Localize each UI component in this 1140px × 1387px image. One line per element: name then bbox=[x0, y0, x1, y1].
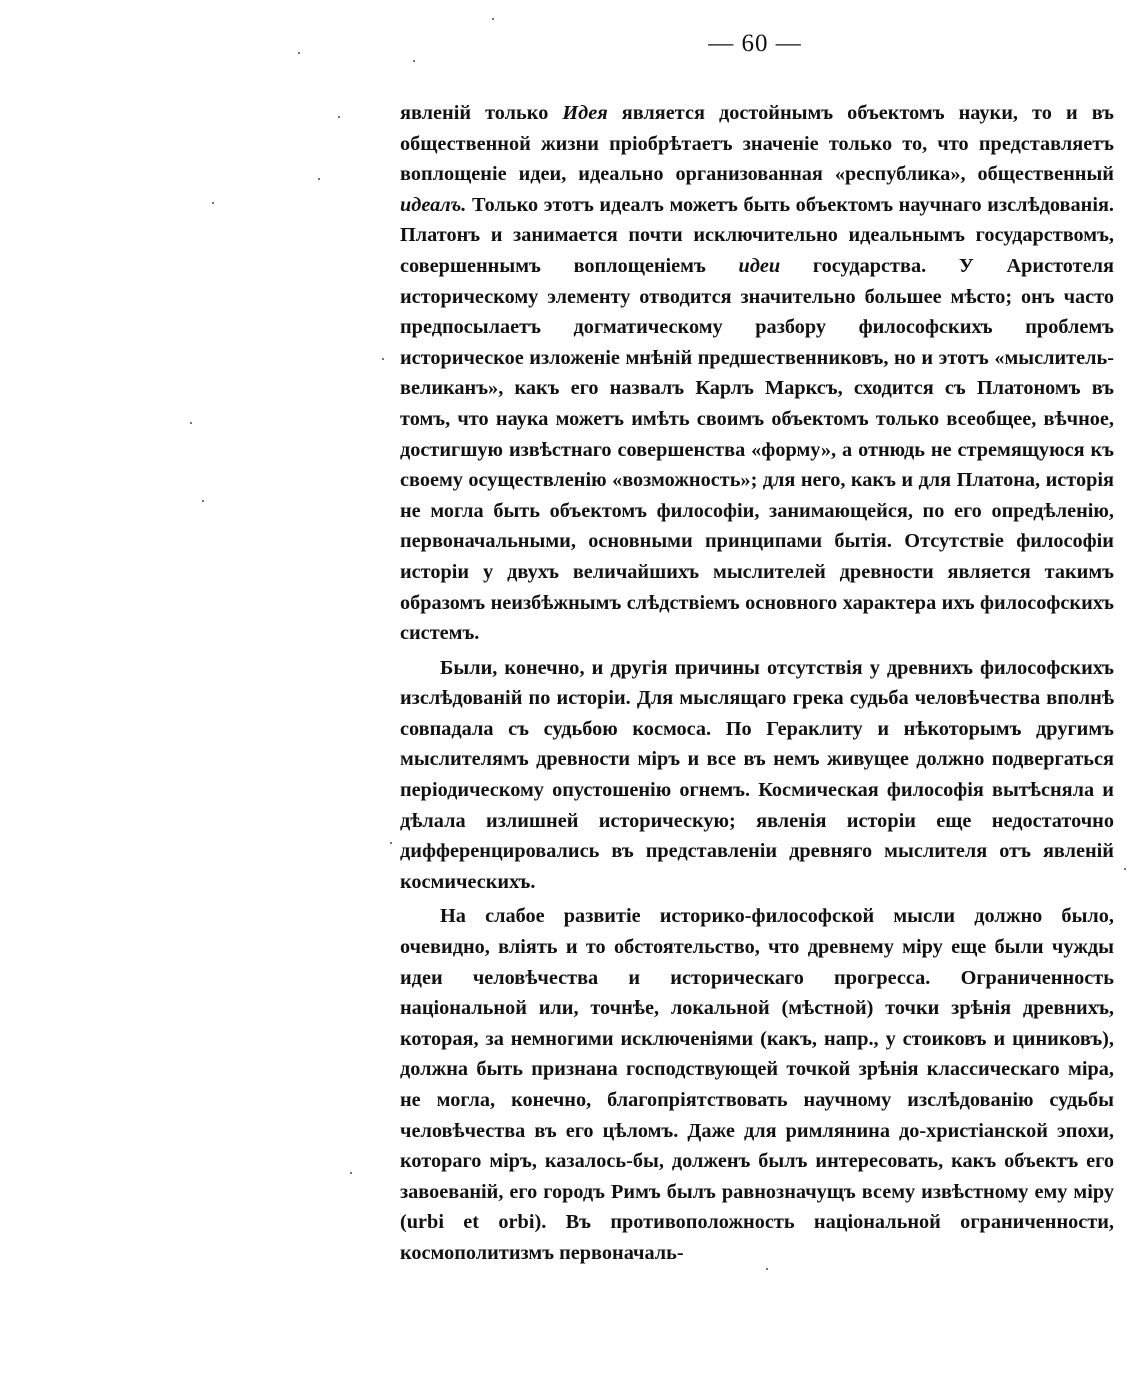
scan-speck bbox=[766, 1268, 768, 1270]
scan-speck bbox=[413, 60, 415, 62]
paragraph-3: На слабое развитіе историко-философской мысли должно было, очевидно, вліять и то обстоятельство, что древнему міру еще были чужды идеи человѣчества и историческаго прогресса. Ограниченность національной или, точнѣе, локальной (мѣстной) точки зрѣнія древнихъ, которая, за немногими исключеніями (какъ, напр., у стоиковъ и циниковъ), должна быть признана господствующей точкой зрѣнія классическаго міра, не могла, конечно, благопріятствовать научному изслѣдованію судьбы человѣчества въ его цѣломъ. Даже для римлянина до-христіанской эпохи, котораго міръ, казалось-бы, долженъ былъ интересовать, какъ объектъ его завоеваній, его городъ Римъ былъ равнозначущъ всему извѣстному ему міру (urbi et orbi). Въ противоположность національной ограниченности, космополитизмъ первоначаль- bbox=[400, 905, 1114, 1264]
paragraph-1-text-c: Только этотъ идеалъ можетъ быть объектомъ научнаго изслѣдованія. Платонъ и занимается почти исключительно идеальнымъ государствомъ, совершеннымъ воплощеніемъ bbox=[400, 193, 1114, 277]
paragraph-1-text-d: государства. У Аристотеля историческому элементу отводится значительно большее мѣсто; онъ часто предпосылаетъ догматическому разбору философскихъ проблемъ историческое изложеніе мнѣній предшественниковъ, но и этотъ «мыслитель-великанъ», какъ его назвалъ Карлъ Марксъ, сходится съ Платономъ въ томъ, что наука можетъ имѣть своимъ объектомъ только всеобщее, вѣчное, достигшую извѣстнаго совершенства «форму», а отнюдь не стремящуюся къ своему осуществленію «возможность»; для него, какъ и для Платона, исторія не могла быть объектомъ философіи, занимающейся, по его опредѣленію, первоначальными, основными принципами бытія. Отсутствіе философіи исторіи у двухъ величайшихъ мыслителей древности является такимъ образомъ неизбѣжнымъ слѣдствіемъ основного характера ихъ философскихъ системъ. bbox=[400, 254, 1114, 645]
scan-speck bbox=[1124, 868, 1126, 870]
page-number: — 60 — bbox=[708, 30, 802, 57]
paragraph-1 bbox=[400, 98, 1114, 649]
scan-speck bbox=[298, 52, 300, 54]
scan-speck bbox=[390, 842, 392, 844]
scan-speck bbox=[190, 422, 192, 424]
italic-term-idea: Идея bbox=[562, 102, 608, 124]
scan-speck bbox=[350, 1172, 352, 1174]
scan-speck bbox=[492, 18, 494, 20]
scan-speck bbox=[382, 358, 384, 360]
scan-speck bbox=[338, 116, 340, 118]
paragraph-1-text-b: является достойнымъ объектомъ науки, то и въ общественной жизни пріобрѣтаетъ значеніе только то, что представляетъ воплощеніе идеи, идеально организованная «республика», общественный bbox=[400, 102, 1114, 186]
page-text bbox=[400, 98, 1114, 1269]
scan-speck bbox=[212, 202, 214, 204]
scan-speck bbox=[202, 500, 204, 502]
italic-term-ideal: идеалъ. bbox=[400, 193, 467, 216]
scan-speck bbox=[318, 178, 320, 180]
italic-term-idei: идеи bbox=[738, 254, 781, 277]
paragraph-2: Были, конечно, и другія причины отсутствія у древнихъ философскихъ изслѣдованій по исторіи. Для мыслящаго грека судьба человѣчества вполнѣ совпадала съ судьбою космоса. По Гераклиту и нѣкоторымъ другимъ мыслителямъ древности міръ и все въ немъ живущее должно подвергаться періодическому опустошенію огнемъ. Космическая философія вытѣсняла и дѣлала излишней историческую; явленія исторіи еще недостаточно дифференцировались въ представленіи древняго мыслителя отъ явленій космическихъ. bbox=[400, 656, 1114, 893]
paragraph-1-text-a: явленій только bbox=[400, 102, 563, 124]
